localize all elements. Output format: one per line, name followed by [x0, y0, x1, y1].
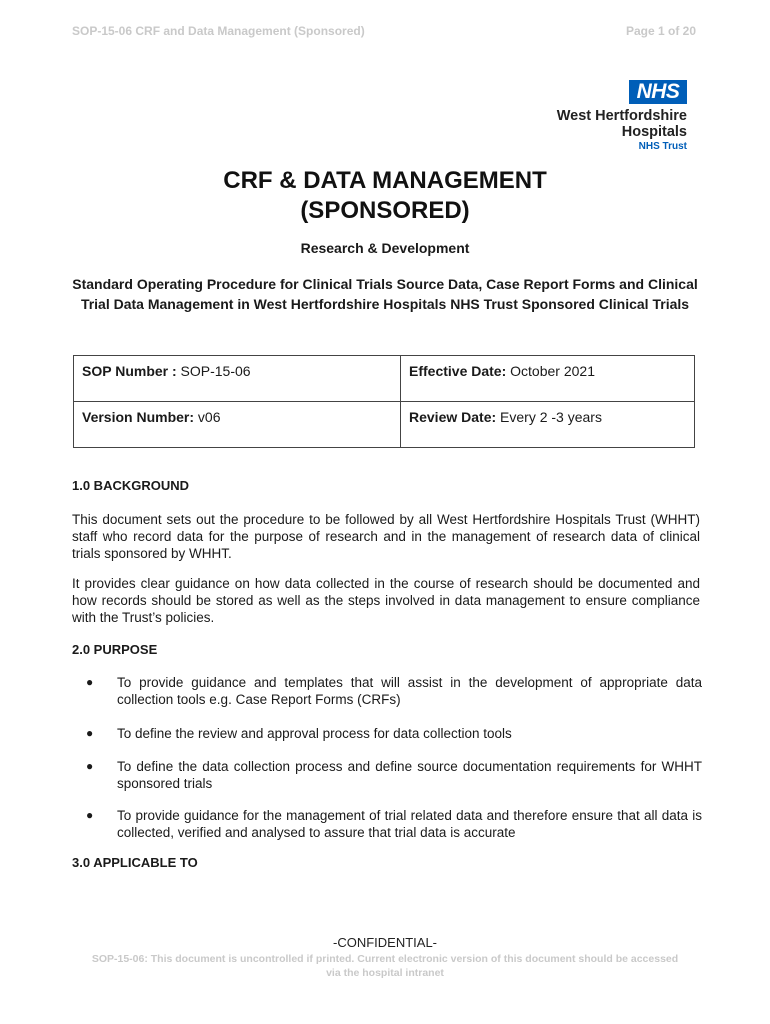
confidential-label: -CONFIDENTIAL-	[333, 935, 437, 950]
review-date-label: Review Date:	[409, 409, 497, 425]
list-item-text: To provide guidance and templates that will assist in the development of appropriate data collection tools e.g. Case Report Forms (CRFs)	[117, 675, 702, 707]
applicable-to-heading: 3.0 APPLICABLE TO	[72, 855, 198, 870]
background-paragraph-1: This document sets out the procedure to be followed by all West Hertfordshire Hospitals Trust (WHHT) staff who record data for the purpose of research and in the management of research data of clinical trials sponsored by WHHT.	[72, 512, 700, 561]
purpose-list	[72, 674, 702, 841]
logo-line-2: Hospitals	[621, 124, 687, 140]
logo-line-1: West Hertfordshire	[556, 108, 687, 124]
bullet-icon: ●	[86, 759, 94, 773]
version-number-value: v06	[197, 409, 221, 425]
document-title-line-2: (SPONSORED)	[300, 197, 470, 224]
effective-date-value: October 2021	[510, 363, 595, 379]
header-document-title: SOP-15-06 CRF and Data Management (Sponsored)	[72, 24, 365, 38]
list-item	[72, 807, 702, 841]
bullet-icon: ●	[86, 675, 94, 689]
document-title-line-1: CRF & DATA MANAGEMENT	[223, 167, 547, 194]
bullet-icon: ●	[86, 726, 94, 740]
sop-info-table	[73, 355, 695, 448]
document-subtitle: Standard Operating Procedure for Clinical Trials Source Data, Case Report Forms and Clinical Trial Data Management in West Hertfordshire Hospitals NHS Trust Sponsored Clinical Trials	[72, 276, 698, 312]
sop-number-value: SOP-15-06	[180, 363, 251, 379]
review-date-cell	[401, 402, 695, 448]
sop-number-label: SOP Number :	[82, 363, 177, 379]
nhs-badge-icon: NHS	[629, 80, 687, 104]
background-paragraph-2: It provides clear guidance on how data collected in the course of research should be documented and how records should be stored as well as the steps involved in data management to ensure compliance with the Trust’s policies.	[72, 576, 700, 625]
bullet-icon: ●	[86, 808, 94, 822]
list-item	[72, 725, 702, 742]
table-row	[74, 402, 695, 448]
list-item-text: To provide guidance for the management of trial related data and therefore ensure that all data is collected, verified and analysed to assure that trial data is accurate	[117, 808, 702, 840]
footer-notice: SOP-15-06: This document is uncontrolled if printed. Current electronic version of this document should be accessed via the hospital intranet	[91, 953, 679, 979]
list-item-text: To define the data collection process and define source documentation requirements for WHHT sponsored trials	[117, 759, 702, 791]
effective-date-cell	[401, 356, 695, 402]
effective-date-label: Effective Date:	[409, 363, 507, 379]
list-item	[72, 758, 702, 792]
header-page-number: Page 1 of 20	[625, 24, 696, 38]
list-item-text: To define the review and approval process for data collection tools	[117, 726, 512, 741]
list-item	[72, 674, 702, 708]
nhs-logo	[548, 80, 690, 152]
background-heading: 1.0 BACKGROUND	[72, 478, 190, 493]
sop-number-cell	[74, 356, 401, 402]
version-number-label: Version Number:	[82, 409, 195, 425]
purpose-heading: 2.0 PURPOSE	[72, 642, 158, 657]
department-label: Research & Development	[300, 240, 470, 256]
review-date-value: Every 2 -3 years	[500, 409, 602, 425]
table-row	[74, 356, 695, 402]
logo-line-3: NHS Trust	[638, 141, 687, 152]
version-number-cell	[74, 402, 401, 448]
